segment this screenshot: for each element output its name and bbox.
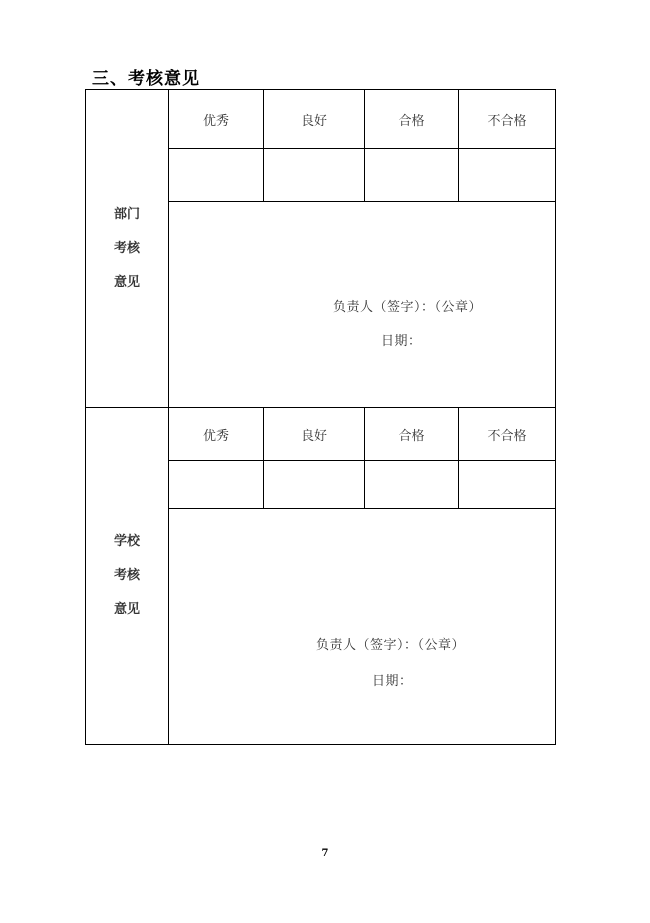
grade-excellent-header: 优秀 <box>169 408 264 461</box>
grade-pass-header: 合格 <box>365 408 459 461</box>
label-line: 学校 <box>113 534 140 549</box>
signature-line: 负责人（签字）：（公章） <box>333 300 483 315</box>
school-grade-header-row <box>86 408 556 461</box>
grade-fail-header: 不合格 <box>459 90 556 149</box>
grade-good-header: 良好 <box>264 408 365 461</box>
section-heading: 三、考核意见 <box>92 69 200 89</box>
signature-line: 负责人（签字）：（公章） <box>316 638 466 653</box>
label-line: 考核 <box>113 240 140 256</box>
page-number: 7 <box>321 848 329 859</box>
grade-fail-cell[interactable] <box>459 149 556 202</box>
dept-grade-header-row <box>86 90 556 149</box>
grade-excellent-header: 优秀 <box>169 90 264 149</box>
dept-opinion-cell[interactable] <box>169 202 556 408</box>
school-opinion-cell[interactable] <box>169 509 556 745</box>
school-review-label <box>86 408 169 745</box>
label-line: 意见 <box>113 602 140 617</box>
date-line: 日期： <box>381 334 422 349</box>
grade-good-cell[interactable] <box>264 461 365 509</box>
grade-pass-cell[interactable] <box>365 461 459 509</box>
date-line: 日期： <box>372 674 413 689</box>
grade-excellent-cell[interactable] <box>169 149 264 202</box>
grade-pass-header: 合格 <box>365 90 459 149</box>
grade-excellent-cell[interactable] <box>169 461 264 509</box>
label-line: 部门 <box>113 206 140 222</box>
grade-pass-cell[interactable] <box>365 149 459 202</box>
label-line: 意见 <box>113 274 140 290</box>
grade-fail-header: 不合格 <box>459 408 556 461</box>
grade-fail-cell[interactable] <box>459 461 556 509</box>
grade-good-cell[interactable] <box>264 149 365 202</box>
dept-review-label <box>86 90 169 408</box>
review-table <box>85 89 556 745</box>
grade-good-header: 良好 <box>264 90 365 149</box>
label-line: 考核 <box>113 568 140 583</box>
